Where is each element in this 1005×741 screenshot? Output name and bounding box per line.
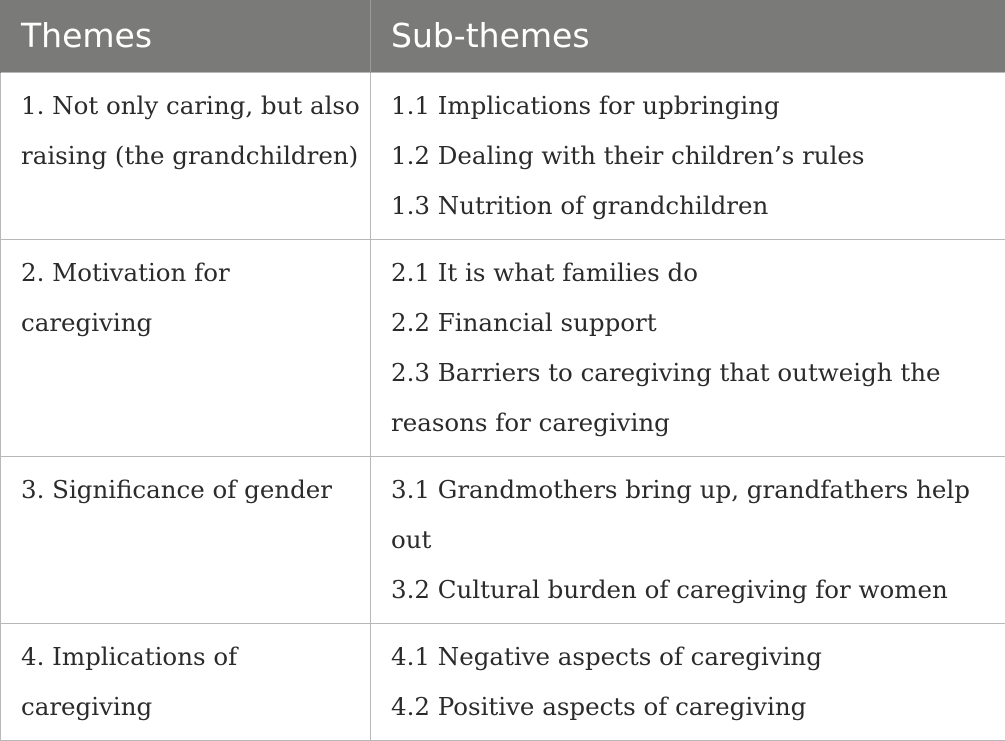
header-row [1,0,1005,72]
subtheme-item: 2.3 Barriers to caregiving that outweigh the reasons for caregiving [391,348,995,448]
subtheme-item: 1.2 Dealing with their children’s rules [391,131,995,181]
theme-cell [1,623,371,740]
theme-cell [1,456,371,623]
table-header [1,0,1005,72]
theme-label: 4. Implications of caregiving [21,632,360,732]
subtheme-item: 1.3 Nutrition of grandchildren [391,181,995,231]
table-row [1,239,1005,456]
theme-label: 2. Motivation for caregiving [21,248,360,348]
theme-label: 1. Not only caring, but also raising (the grandchildren) [21,81,360,181]
subtheme-item: 4.1 Negative aspects of caregiving [391,632,995,682]
subthemes-cell [371,456,1005,623]
subtheme-item: 3.2 Cultural burden of caregiving for women [391,565,995,615]
subthemes-cell [371,72,1005,239]
theme-cell [1,239,371,456]
header-sub-themes: Sub-themes [371,0,1005,72]
subtheme-item: 2.1 It is what families do [391,248,995,298]
table-body [1,72,1005,740]
subtheme-item: 4.2 Positive aspects of caregiving [391,682,995,732]
table-row [1,456,1005,623]
header-themes: Themes [1,0,371,72]
subtheme-item: 3.1 Grandmothers bring up, grandfathers help out [391,465,995,565]
subtheme-item: 1.1 Implications for upbringing [391,81,995,131]
table-row [1,623,1005,740]
subthemes-cell [371,239,1005,456]
subtheme-item: 2.2 Financial support [391,298,995,348]
theme-cell [1,72,371,239]
theme-label: 3. Significance of gender [21,465,360,515]
subthemes-cell [371,623,1005,740]
table-row [1,72,1005,239]
